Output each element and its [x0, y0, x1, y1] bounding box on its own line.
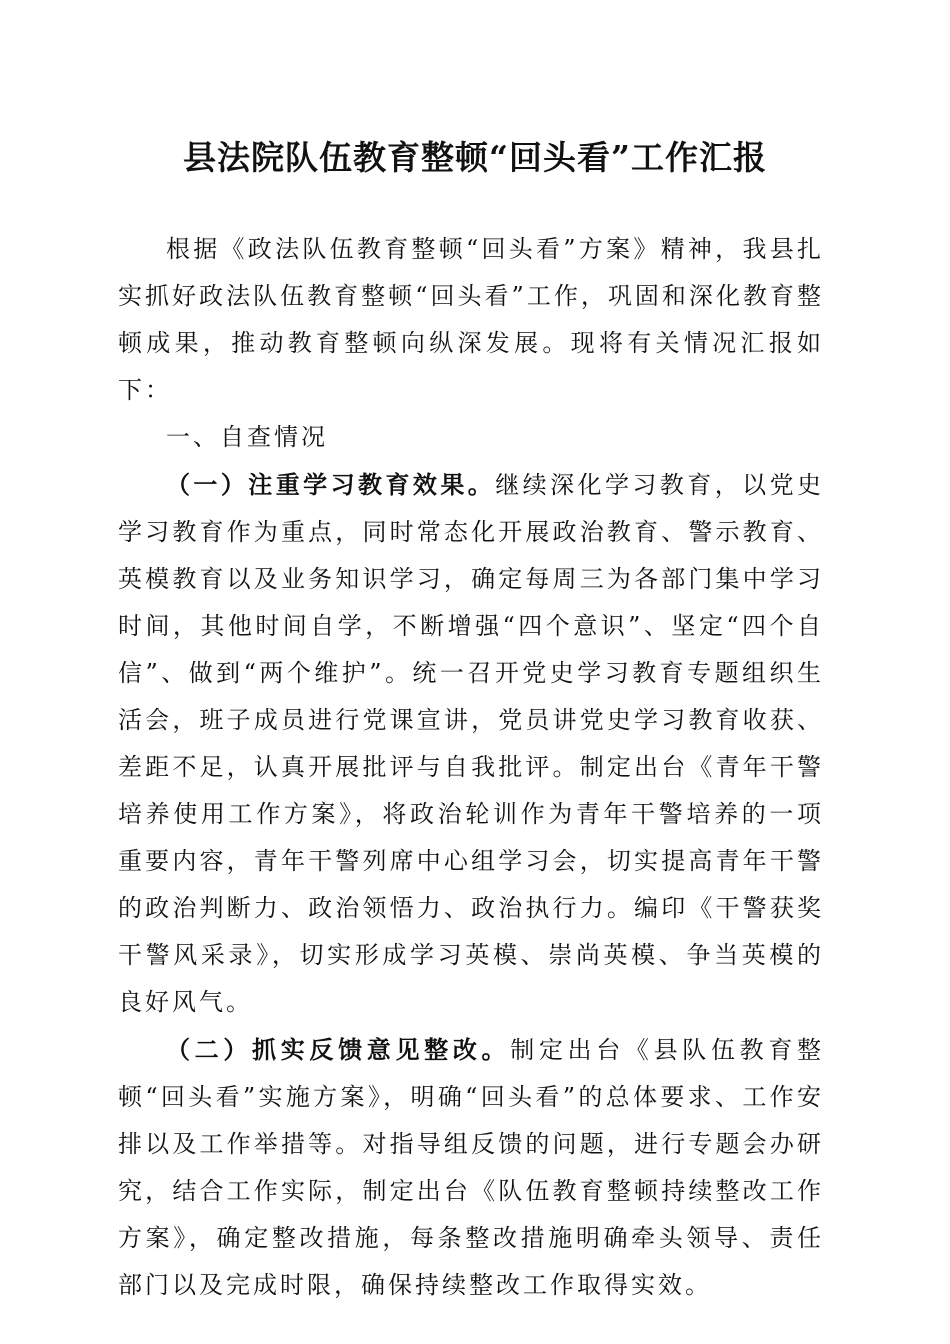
section-paragraph-1: [118, 461, 824, 1026]
paragraph-text: 继续深化学习教育，以党史学习教育作为重点，同时常态化开展政治教育、警示教育、英模教育以及业务知识学习，确定每周三为各部门集中学习时间，其他时间自学，不断增强“四个意识”、坚定“四个自信”、做到“两个维护”。统一召开党史学习教育专题组织生活会，班子成员进行党课宣讲，党员讲党史学习教育收获、差距不足，认真开展批评与自我批评。制定出台《青年干警培养使用工作方案》，将政治轮训作为青年干警培养的一项重要内容，青年干警列席中心组学习会，切实提高青年干警的政治判断力、政治领悟力、政治执行力。编印《干警获奖干警风采录》，切实形成学习英模、崇尚英模、争当英模的良好风气。: [118, 471, 825, 1016]
document-body: [118, 226, 824, 1309]
paragraph-lead: （二）抓实反馈意见整改。: [166, 1035, 511, 1064]
section-paragraph-2: [118, 1026, 824, 1309]
paragraph-lead: （一）注重学习教育效果。: [166, 470, 496, 499]
paragraph-text: 制定出台《县队伍教育整顿“回头看”实施方案》，明确“回头看”的总体要求、工作安排以及工作举措等。对指导组反馈的问题，进行专题会办研究，结合工作实际，制定出台《队伍教育整顿持续整改工作方案》，确定整改措施，每条整改措施明确牵头领导、责任部门以及完成时限，确保持续整改工作取得实效。: [118, 1036, 825, 1299]
section-heading: 一、自查情况: [166, 423, 328, 451]
document-title: 县法院队伍教育整顿“回头看”工作汇报: [183, 138, 767, 177]
intro-paragraph: 根据《政法队伍教育整顿“回头看”方案》精神，我县扎实抓好政法队伍教育整顿“回头看”工作，巩固和深化教育整顿成果，推动教育整顿向纵深发展。现将有关情况汇报如下：: [118, 235, 824, 404]
